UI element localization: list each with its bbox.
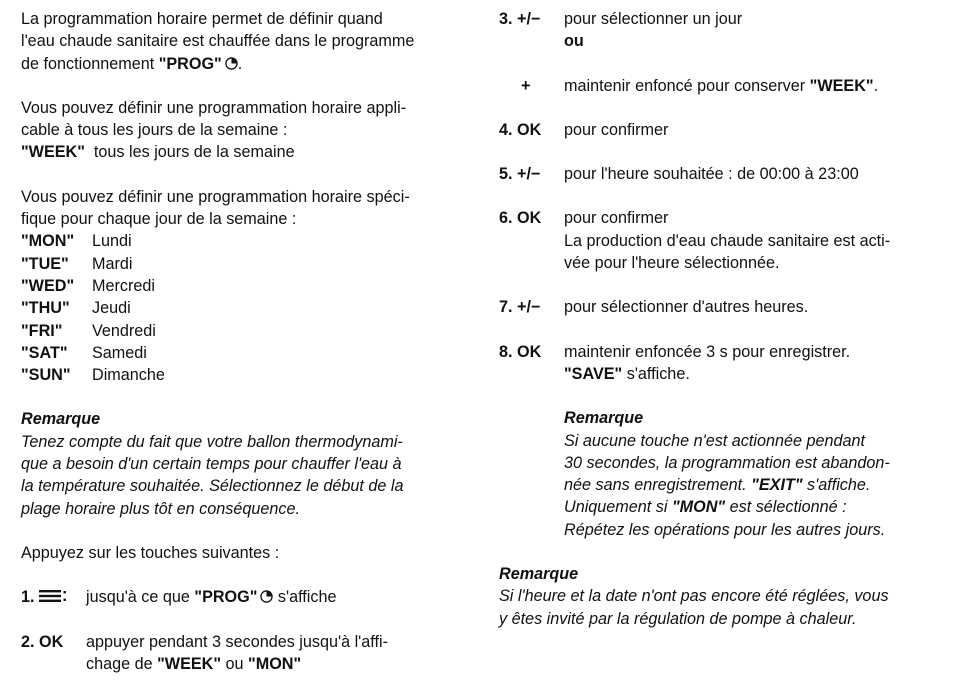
remark-inner-l4-text: Uniquement si (564, 498, 672, 517)
day-line-2: fique pour chaque jour de la semaine : (21, 210, 297, 229)
remark-inner-line-2: 30 secondes, la programmation est abandon- (564, 453, 890, 472)
clock-icon (260, 590, 273, 603)
week-paragraph (21, 97, 473, 164)
remark-title: Remarque (21, 410, 101, 429)
intro-line-3-end: . (237, 54, 243, 73)
remark-inner (564, 407, 959, 541)
week-code: "WEEK" (157, 654, 222, 673)
plus-end: . (873, 76, 879, 95)
step-8-line-2 (564, 363, 959, 385)
step-3-or (564, 30, 959, 52)
step-8-number: 8. OK (499, 342, 542, 361)
remark-line-3: la température souhaitée. Sélectionnez le début de la (21, 477, 404, 496)
step-1-body (86, 586, 473, 608)
plus-text: maintenir enfoncé pour conserver (564, 76, 810, 95)
remark-line-2: que a besoin d'un certain temps pour chauffer l'eau à (21, 455, 402, 474)
plus-number: + (521, 76, 531, 95)
step-2-number: 2. OK (21, 632, 64, 651)
step-1-text: jusqu'à ce que (86, 588, 195, 607)
day-name: Mardi (92, 254, 133, 273)
clock-icon (225, 57, 238, 70)
intro-paragraph (21, 8, 473, 75)
step-3-line-1: pour sélectionner un jour (564, 10, 743, 28)
intro-line-3 (21, 53, 473, 75)
week-desc: tous les jours de la semaine (93, 143, 295, 162)
step-2-line-2 (86, 653, 473, 675)
prog-code: "PROG" (194, 588, 258, 607)
remark-inner-title: Remarque (564, 409, 644, 428)
step-plus (499, 75, 959, 97)
exit-code: "EXIT" (751, 476, 803, 495)
step-6-line-3: vée pour l'heure sélectionnée. (564, 254, 780, 273)
step-1-num-text: 1. (21, 588, 35, 607)
day-name: Mercredi (92, 276, 155, 295)
mon-code: "MON" (671, 498, 726, 517)
step-2 (21, 631, 473, 676)
step-3 (499, 8, 959, 53)
step-1 (21, 586, 473, 608)
step-2-body (86, 631, 473, 676)
day-row-sat (21, 342, 473, 364)
step-4 (499, 119, 959, 141)
step-2-text: chage de (86, 654, 158, 673)
day-code: "WED" (21, 276, 75, 295)
remark-final-title: Remarque (499, 565, 579, 584)
day-line-1: Vous pouvez définir une programmation horaire spéci- (21, 187, 410, 206)
day-code: "FRI" (21, 321, 63, 340)
step-8-end: s'affiche. (622, 364, 690, 383)
step-6-body (564, 207, 959, 274)
step-5 (499, 163, 959, 185)
mon-code: "MON" (248, 654, 302, 673)
intro-line-3-text: de fonctionnement (21, 54, 159, 73)
step-8-line-1: maintenir enfoncée 3 s pour enregistrer. (564, 342, 851, 361)
step-7-text: pour sélectionner d'autres heures. (564, 298, 809, 317)
day-paragraph (21, 186, 473, 387)
day-code: "SUN" (21, 366, 71, 385)
remark-left (21, 408, 473, 519)
step-7 (499, 296, 959, 318)
plus-body (564, 75, 959, 97)
step-4-number: 4. OK (499, 120, 542, 139)
remark-inner-l4-end: est sélectionné : (725, 498, 847, 517)
day-code: "SAT" (21, 343, 68, 362)
step-6-number: 6. OK (499, 209, 542, 228)
day-name: Dimanche (92, 366, 165, 385)
step-7-number: 7. +/− (499, 298, 541, 317)
remark-final-line-1: Si l'heure et la date n'ont pas encore été réglées, vous (499, 587, 889, 606)
day-name: Jeudi (92, 299, 131, 318)
step-8-body (564, 341, 959, 541)
remark-line-4: plage horaire plus tôt en conséquence. (21, 499, 300, 518)
step-6 (499, 207, 959, 274)
remark-inner-line-1: Si aucune touche n'est actionnée pendant (564, 431, 865, 450)
remark-final-line-2: y êtes invité par la régulation de pompe à chaleur. (499, 609, 857, 628)
step-8 (499, 341, 959, 541)
day-code: "MON" (21, 232, 75, 251)
day-name: Samedi (92, 343, 147, 362)
remark-final (499, 563, 959, 630)
intro-line-1: La programmation horaire permet de définir quand (21, 10, 383, 28)
day-name: Lundi (92, 232, 132, 251)
day-row-tue (21, 253, 473, 275)
remark-inner-line-5: Répétez les opérations pour les autres jours. (564, 520, 886, 539)
step-3-number: 3. +/− (499, 10, 541, 28)
step-1-number (21, 586, 86, 608)
save-code: "SAVE" (564, 364, 623, 383)
remark-line-1: Tenez compte du fait que votre ballon thermodynami- (21, 432, 403, 451)
step-4-text: pour confirmer (564, 120, 669, 139)
week-code: "WEEK" (809, 76, 874, 95)
remark-inner-line-3 (564, 474, 959, 496)
step-5-number: 5. +/− (499, 165, 541, 184)
step-3-body (564, 8, 959, 53)
or-text: ou (221, 654, 249, 673)
step-2-line-1: appuyer pendant 3 secondes jusqu'à l'affi- (86, 632, 388, 651)
ou-text: ou (564, 32, 584, 51)
remark-inner-l3-text: née sans enregistrement. (564, 476, 752, 495)
day-row-fri (21, 320, 473, 342)
day-name: Vendredi (92, 321, 156, 340)
day-code: "THU" (21, 299, 70, 318)
week-line-3 (21, 141, 473, 163)
week-line-2: cable à tous les jours de la semaine : (21, 121, 288, 140)
remark-inner-line-4 (564, 496, 959, 518)
right-column (499, 8, 959, 630)
day-row-mon (21, 230, 473, 252)
day-row-thu (21, 297, 473, 319)
menu-icon (39, 589, 67, 603)
step-1-end: s'affiche (273, 588, 337, 607)
step-6-line-2: La production d'eau chaude sanitaire est acti- (564, 231, 891, 250)
intro-line-2: l'eau chaude sanitaire est chauffée dans le programme (21, 32, 415, 51)
day-row-sun (21, 364, 473, 386)
day-code: "TUE" (21, 254, 69, 273)
left-column (21, 8, 473, 675)
prog-code: "PROG" (158, 54, 222, 73)
step-6-line-1: pour confirmer (564, 209, 669, 228)
press-keys-text: Appuyez sur les touches suivantes : (21, 543, 280, 562)
step-5-text: pour l'heure souhaitée : de 00:00 à 23:00 (564, 165, 859, 184)
remark-inner-l3-end: s'affiche. (802, 476, 871, 495)
week-code: "WEEK" (21, 143, 85, 162)
day-row-wed (21, 275, 473, 297)
week-line-1: Vous pouvez définir une programmation horaire appli- (21, 98, 407, 117)
